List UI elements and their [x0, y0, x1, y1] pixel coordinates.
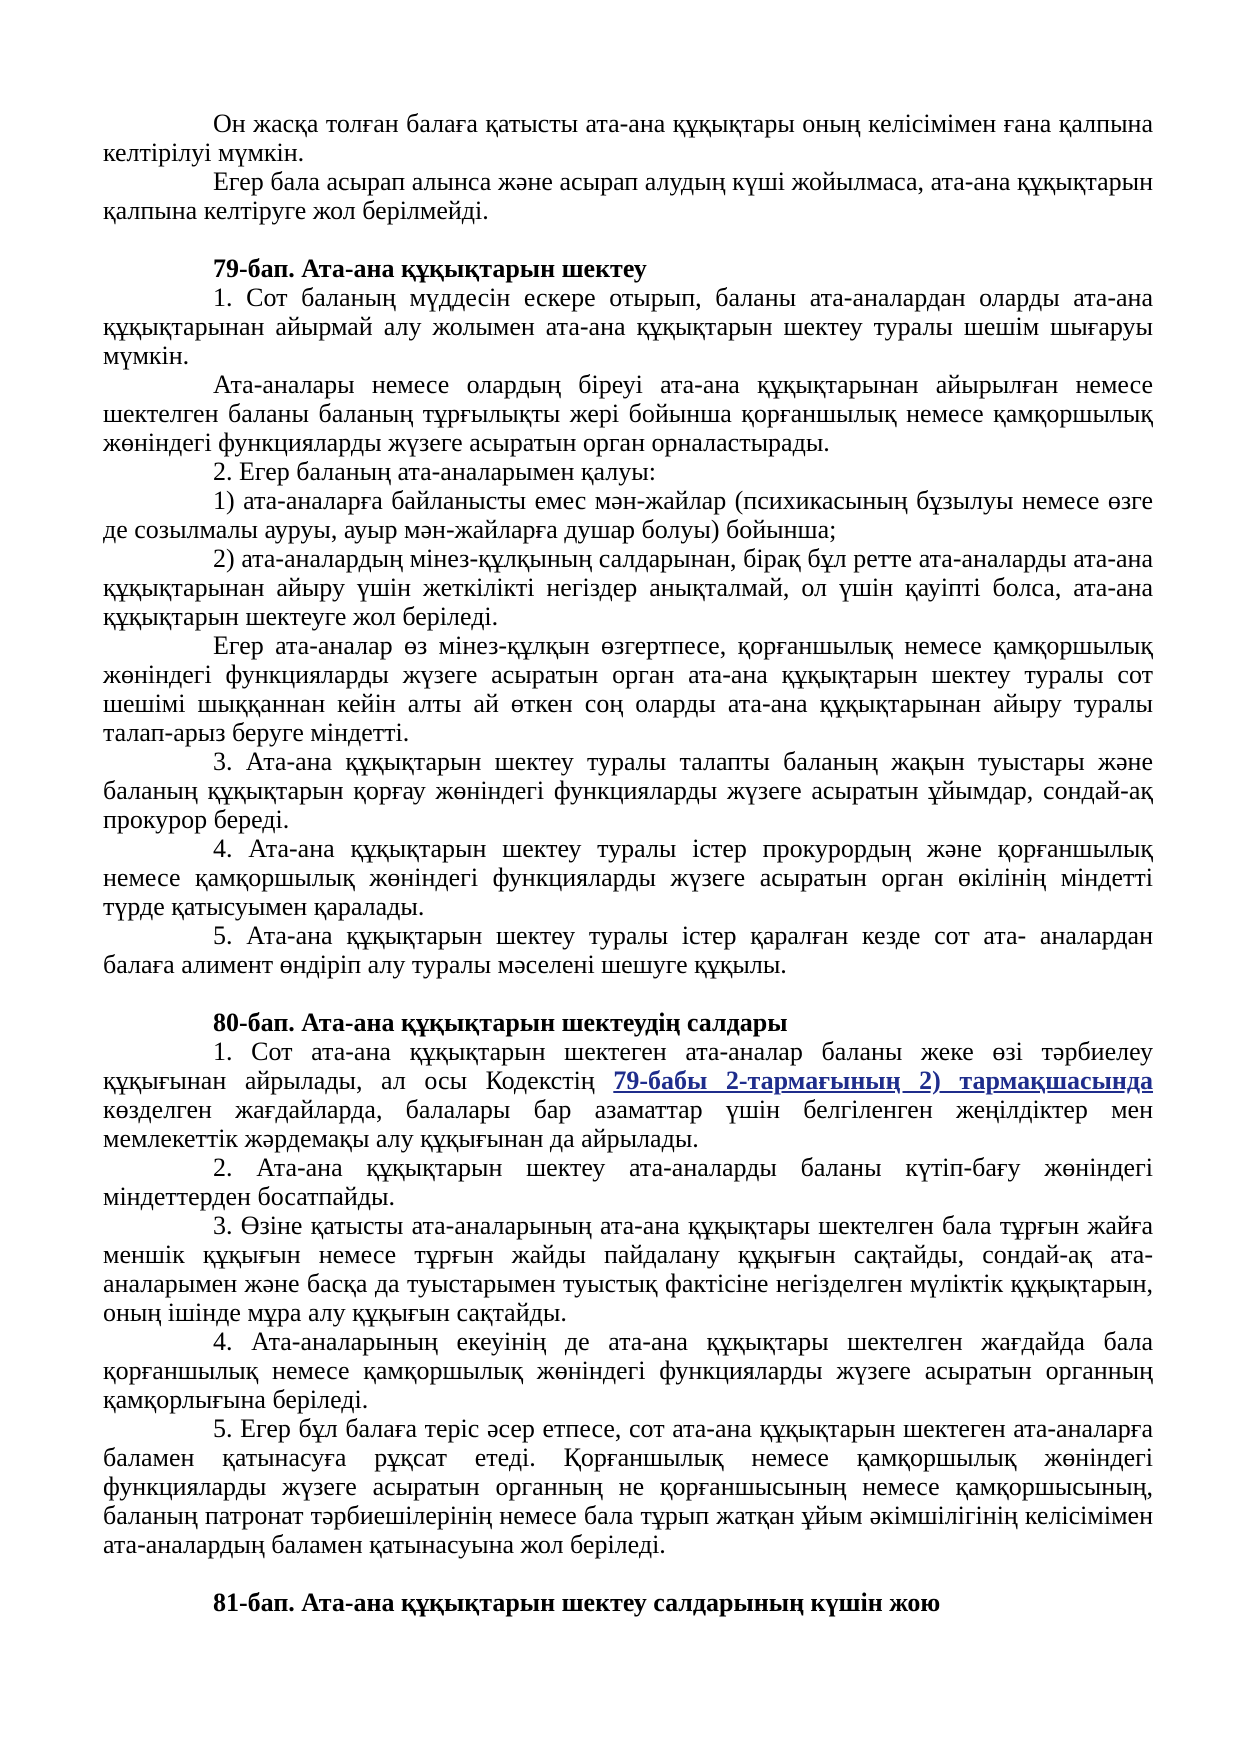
paragraph: Егер бала асырап алынса және асырап алудың күші жойылмаса, ата-ана құқықтарын қалпына келтіруге жол берілмейді.: [103, 167, 1153, 225]
article-heading-81: 81-бап. Ата-ана құқықтарын шектеу салдарының күшін жою: [213, 1588, 941, 1617]
article-heading-80: 80-бап. Ата-ана құқықтарын шектеудің салдары: [213, 1008, 788, 1037]
paragraph: 5. Ата-ана құқықтарын шектеу туралы істер қаралған кезде сот ата- аналардан балаға алимент өндіріп алу туралы мәселені шешуге құқылы.: [103, 921, 1153, 979]
paragraph: 4. Ата-ана құқықтарын шектеу туралы істер прокурордың және қорғаншылық немесе қамқоршылық жөніндегі функцияларды жүзеге асыратын орган өкілінің міндетті түрде қатысуымен қаралады.: [103, 834, 1153, 921]
paragraph: 5. Егер бұл балаға теріс әсер етпесе, сот ата-ана құқықтарын шектеген ата-аналарға баламен қатынасуға рұқсат етеді. Қорғаншылық немесе қамқоршылық жөніндегі функцияларды жүзеге асыратын органның не қорғаншысының немесе қамқоршысының, баланың патронат тәрбиешілерінің немесе бала тұрып жатқан ұйым әкімшілігінің келісімімен ата-аналардың баламен қатынасуына жол беріледі.: [103, 1414, 1153, 1559]
link-article-79-2-2[interactable]: 79-бабы 2-тармағының 2) тармақшасында: [613, 1066, 1154, 1095]
paragraph: 2) ата-аналардың мінез-құлқының салдарынан, бірақ бұл ретте ата-аналарды ата-ана құқықтарынан айыру үшін жеткілікті негіздер анықталмай, ол үшін қауіпті болса, ата-ана құқықтарын шектеуге жол беріледі.: [103, 544, 1153, 631]
paragraph: 3. Ата-ана құқықтарын шектеу туралы талапты баланың жақын туыстары және баланың құқықтарын қорғау жөніндегі функцияларды жүзеге асыратын ұйымдар, сондай-ақ прокурор береді.: [103, 747, 1153, 834]
paragraph: Ата-аналары немесе олардың біреуі ата-ана құқықтарынан айырылған немесе шектелген баланы баланың тұрғылықты жері бойынша қорғаншылық немесе қамқоршылық жөніндегі функцияларды жүзеге асыратын орган орналастырады.: [103, 370, 1153, 457]
paragraph-text-after-link: көзделген жағдайларда, балалары бар азаматтар үшін белгіленген жеңілдіктер мен мемлекеттік жәрдемақы алу құқығынан да айрылады.: [103, 1095, 1153, 1153]
paragraph: Егер ата-аналар өз мінез-құлқын өзгертпесе, қорғаншылық немесе қамқоршылық жөніндегі функцияларды жүзеге асыратын орган ата-ана құқықтарын шектеу туралы сот шешімі шыққаннан кейін алты ай өткен соң оларды ата-ана құқықтарынан айыру туралы талап-арыз беруге міндетті.: [103, 631, 1153, 747]
paragraph: 1) ата-аналарға байланысты емес мән-жайлар (психикасының бұзылуы немесе өзге де созылмалы ауруы, ауыр мән-жайларға душар болуы) бойынша;: [103, 486, 1153, 544]
paragraph-with-link: [103, 1037, 1153, 1153]
paragraph: 2. Ата-ана құқықтарын шектеу ата-аналарды баланы күтіп-бағу жөніндегі міндеттерден босатпайды.: [103, 1153, 1153, 1211]
paragraph: Он жасқа толған балаға қатысты ата-ана құқықтары оның келісімімен ғана қалпына келтірілуі мүмкін.: [103, 109, 1153, 167]
paragraph: 1. Сот баланың мүддесін ескере отырып, баланы ата-аналардан оларды ата-ана құқықтарынан айырмай алу жолымен ата-ана құқықтарын шектеу туралы шешім шығаруы мүмкін.: [103, 283, 1153, 370]
paragraph: 4. Ата-аналарының екеуінің де ата-ана құқықтары шектелген жағдайда бала қорғаншылық немесе қамқоршылық жөніндегі функцияларды жүзеге асыратын органның қамқорлығына беріледі.: [103, 1327, 1153, 1414]
paragraph: 2. Егер баланың ата-аналарымен қалуы:: [213, 457, 656, 486]
paragraph: 3. Өзіне қатысты ата-аналарының ата-ана құқықтары шектелген бала тұрғын жайға меншік құқығын немесе тұрғын жайды пайдалану құқығын сақтайды, сондай-ақ ата-аналарымен және басқа да туыстарымен туыстық фактісіне негізделген мүліктік құқықтарын, оның ішінде мұра алу құқығын сақтайды.: [103, 1211, 1153, 1327]
article-heading-79: 79-бап. Ата-ана құқықтарын шектеу: [213, 254, 647, 283]
paragraph-text-before-link: 1. Сот ата-ана құқықтарын шектеген ата-аналар баланы жеке өзі тәрбиелеу құқығынан айрылады, ал осы Кодекстің: [103, 1037, 1153, 1095]
